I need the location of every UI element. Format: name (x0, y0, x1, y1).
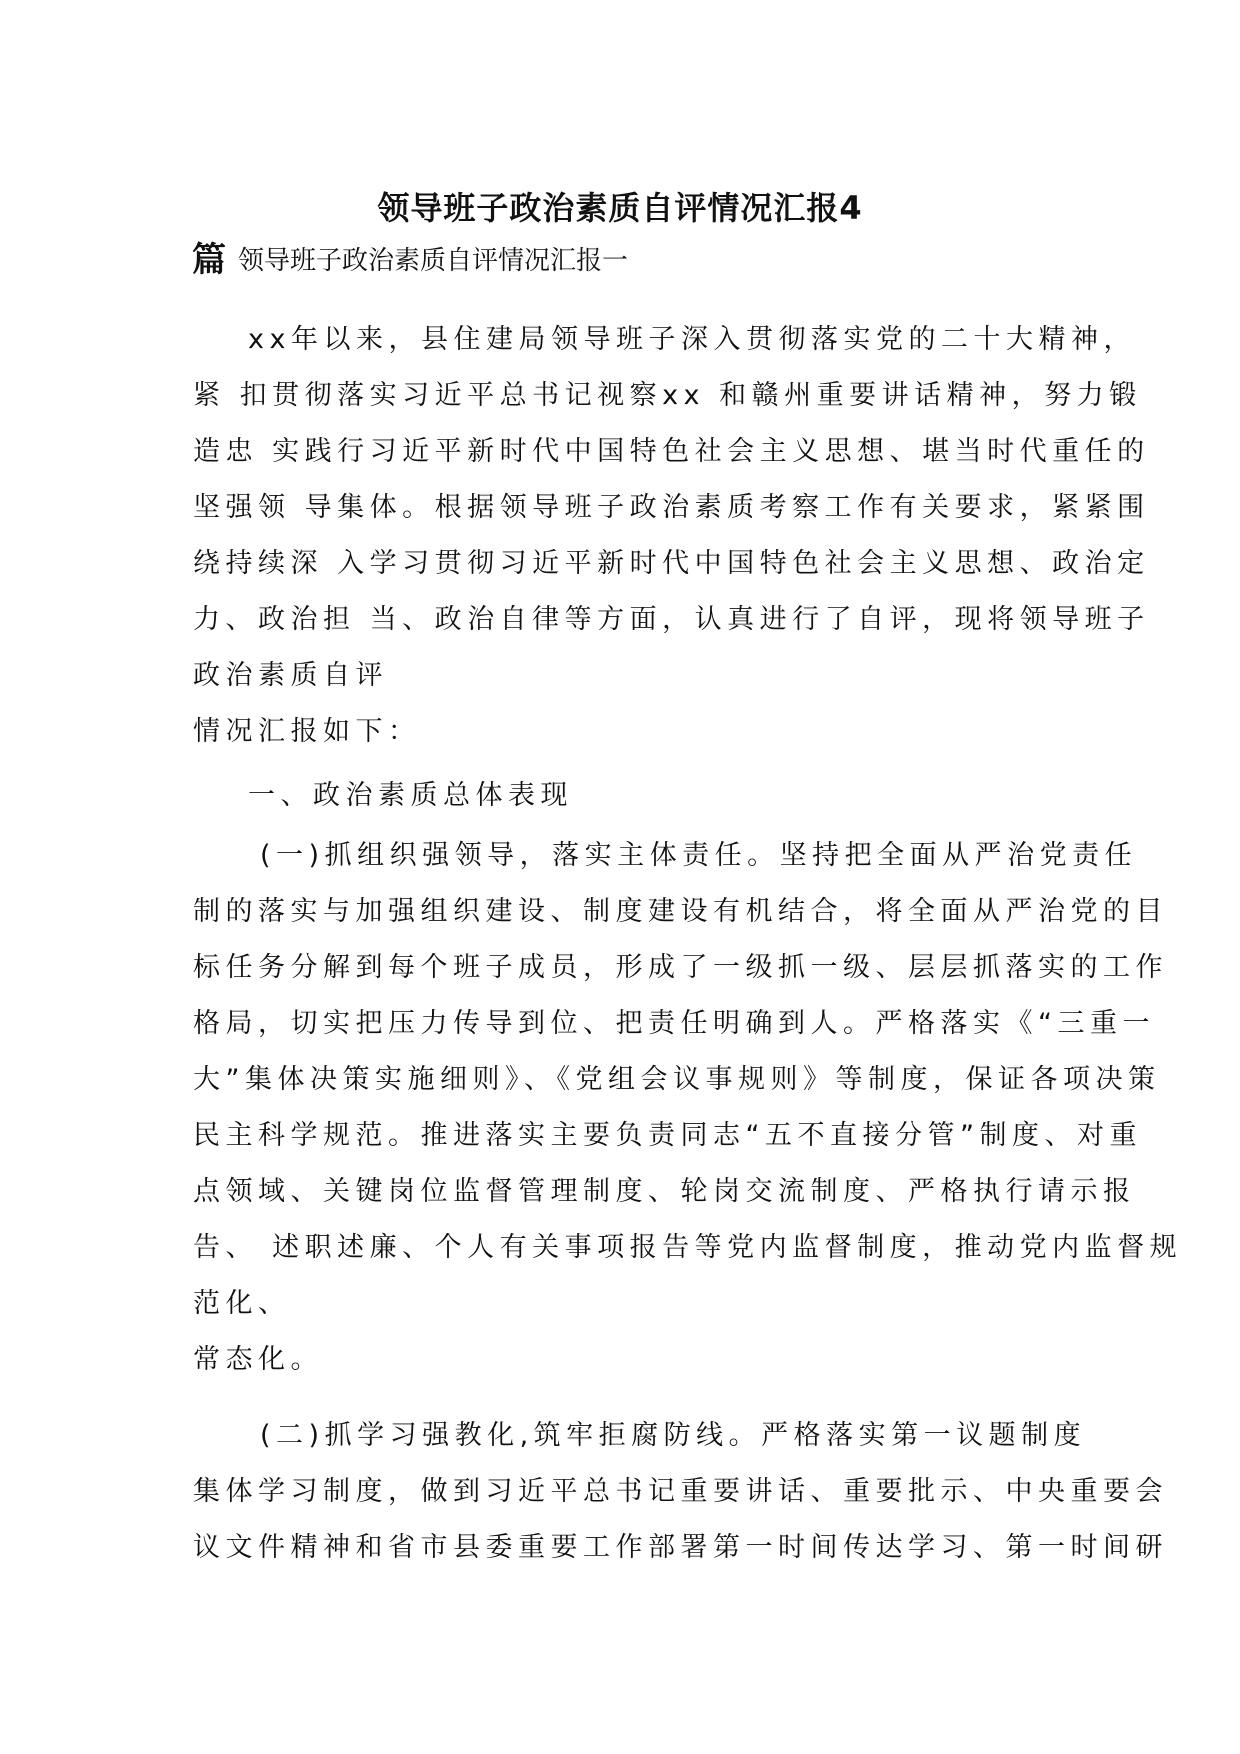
subtitle-prefix: 篇 (192, 240, 226, 280)
paragraph-line: 大”集体决策实施细则》、《党组会议事规则》等制度，保证各项决策 (193, 1064, 1161, 1095)
paragraph-line: 政治素质自评 (193, 660, 388, 691)
paragraph-line: xx年以来，县住建局领导班子深入贯彻落实党的二十大精神， (248, 324, 1136, 355)
paragraph-line: 力、政治担 当、政治自律等方面，认真进行了自评，现将领导班子 (193, 604, 1150, 635)
paragraph-line: 常态化。 (193, 1344, 323, 1375)
paragraph-line: 范化、 (193, 1288, 291, 1319)
document-subtitle (192, 240, 628, 281)
paragraph-line: 绕持续深 入学习贯彻习近平新时代中国特色社会主义思想、政治定 (193, 548, 1150, 579)
subtitle-text: 领导班子政治素质自评情况汇报一 (238, 246, 629, 276)
paragraph-line: 告、 述职述廉、个人有关事项报告等党内监督制度，推动党内监督规 (193, 1232, 1183, 1263)
document-title: 领导班子政治素质自评情况汇报4 (377, 189, 863, 227)
paragraph-line: 情况汇报如下： (193, 716, 421, 747)
paragraph-line: (一)抓组织强领导，落实主体责任。坚持把全面从严治党责任 (260, 840, 1138, 871)
paragraph-line: 紧 扣贯彻落实习近平总书记视察xx 和赣州重要讲话精神，努力锻 (193, 380, 1142, 411)
paragraph-line: 民主科学规范。推进落实主要负责同志“五不直接分管”制度、对重 (193, 1120, 1142, 1151)
paragraph-line: 点领域、关键岗位监督管理制度、轮岗交流制度、严格执行请示报 (193, 1176, 1136, 1207)
paragraph-line: (二)抓学习强教化,筑牢拒腐防线。严格落实第一议题制度 (260, 1420, 1087, 1451)
paragraph-line: 坚强领 导集体。根据领导班子政治素质考察工作有关要求，紧紧围 (193, 492, 1150, 523)
paragraph-line: 议文件精神和省市县委重要工作部署第一时间传达学习、第一时间研 (193, 1532, 1168, 1563)
paragraph-line: 造忠 实践行习近平新时代中国特色社会主义思想、堪当时代重任的 (193, 436, 1150, 467)
paragraph-line: 标任务分解到每个班子成员，形成了一级抓一级、层层抓落实的工作 (193, 952, 1168, 983)
paragraph-line: 集体学习制度，做到习近平总书记重要讲话、重要批示、中央重要会 (193, 1476, 1168, 1507)
paragraph-line: 格局，切实把压力传导到位、把责任明确到人。严格落实《“三重一 (193, 1008, 1155, 1039)
section-heading: 一、政治素质总体表现 (248, 780, 573, 811)
paragraph-line: 制的落实与加强组织建设、制度建设有机结合，将全面从严治党的目 (193, 896, 1168, 927)
